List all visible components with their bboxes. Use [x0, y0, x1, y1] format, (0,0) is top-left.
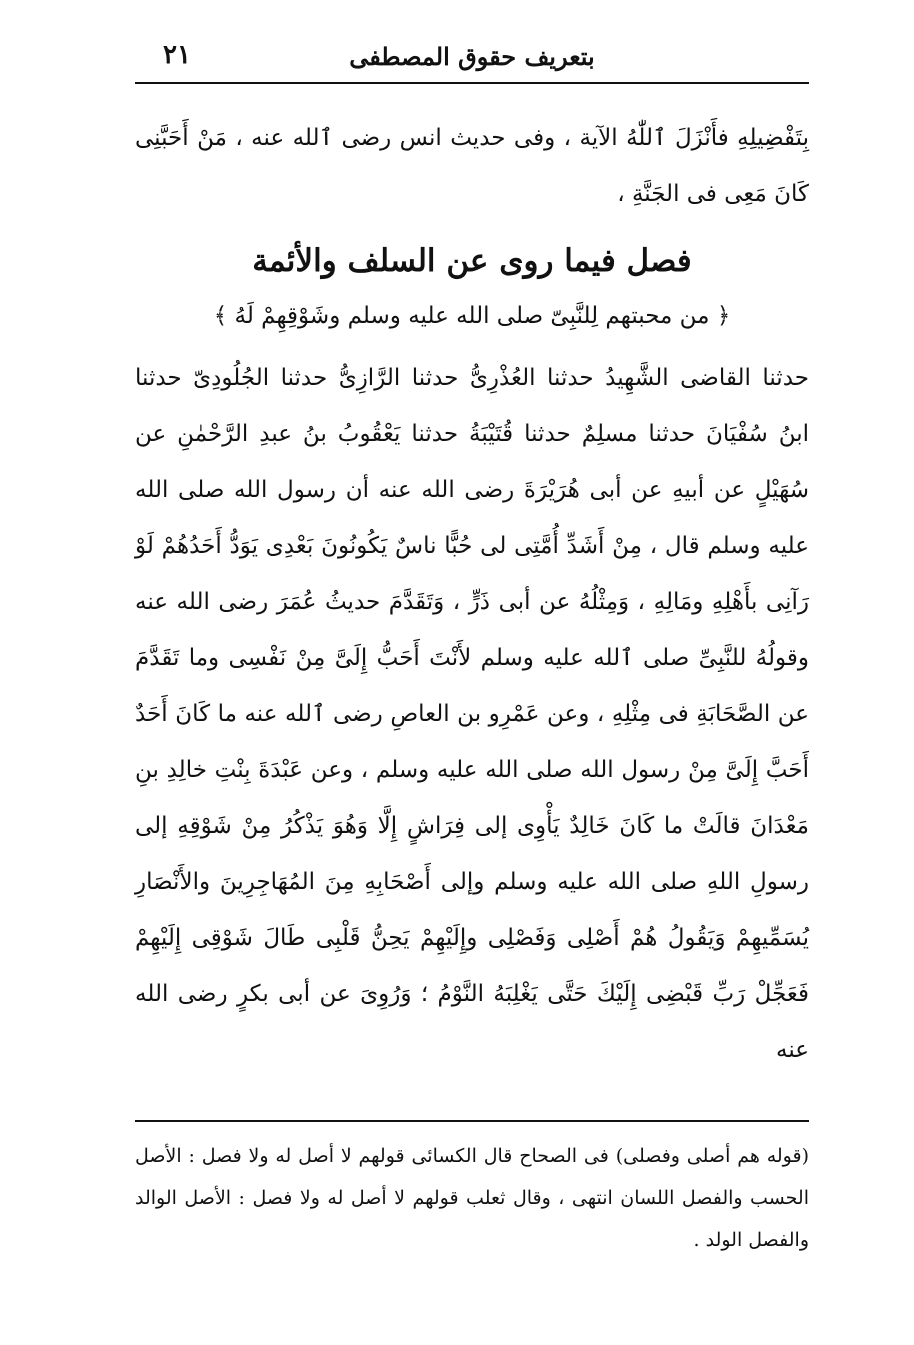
footnote-text: (قوله هم أصلى وفصلى) فى الصحاح قال الكسائى قولهم لا أصل له ولا فصل : الأصل الحسب والفصل اللسان انتهى ، وقال ثعلب قولهم لا أصل له ولا فصل : الأصل الوالد والفصل الولد .: [135, 1145, 809, 1251]
header-rule: [135, 82, 809, 84]
section-title: فصل فيما روى عن السلف والأئمة: [252, 243, 692, 279]
hadith-paragraph: حدثنا القاضى الشَّهِيدُ حدثنا العُذْرِىُّ حدثنا الرَّازِىُّ حدثنا الجُلُودِىّ حدثنا ابنُ سُفْيَانَ حدثنا مسلِمٌ حدثنا قُتَيْبَةُ حدثنا يَعْقُوبُ بنُ عبدِ الرَّحْمٰنِ عن سُهَيْلٍ عن أبيهِ عن أبى هُرَيْرَةَ رضى الله عنه أن رسول الله صلى الله عليه وسلم قال ، مِنْ أَشَدِّ أُمَّتِى لى حُبًّا ناسٌ يَكُونُونَ بَعْدِى يَوَدُّ أَحَدُهُمْ لَوْ رَآنِى بأَهْلِهِ ومَالِهِ ، وَمِثْلُهُ عن أبى ذَرٍّ ، وَتَقَدَّمَ حديثُ عُمَرَ رضى الله عنه وقولُهُ للنَّبِىِّ صلى ٱلله عليه وسلم لأَنْتَ أَحَبُّ إِلَىَّ مِنْ نَفْسِى وما تَقَدَّمَ عن الصَّحَابَةِ فى مِثْلِهِ ، وعن عَمْرِو بن العاصِ رضى ٱلله عنه ما كَانَ أَحَدٌ أَحَبَّ إِلَىَّ مِنْ رسول الله صلى الله عليه وسلم ، وعن عَبْدَةَ بِنْتِ خالِدِ بنِ مَعْدَانَ قالَتْ ما كَانَ خَالِدٌ يَأْوِى إلى فِرَاشٍ إِلَّا وَهُوَ يَذْكُرُ مِنْ شَوْقِهِ إلى رسولِ اللهِ صلى الله عليه وسلم وإلى أَصْحَابِهِ مِنَ المُهَاجِرِينَ والأَنْصَارِ يُسَمِّيهِمْ وَيَقُولُ هُمْ أَصْلِى وَفَصْلِى وإِلَيْهِمْ يَحِنُّ قَلْبِى طَالَ شَوْقِى إِلَيْهِمْ فَعَجِّلْ رَبِّ قَبْضِى إِلَيْكَ حَتَّى يَغْلِبَهُ النَّوْمُ ؛ وَرُوِىَ عن أبى بكرٍ رضى الله عنه: [135, 365, 810, 1063]
footnote-rule: [135, 1120, 809, 1122]
intro-paragraph: بِتَفْضِيلِهِ فأَنْزَلَ ٱللّٰهُ الآية ، وفى حديث انس رضى ٱلله عنه ، مَنْ أَحَبَّنِى كَانَ مَعِى فى الجَنَّةِ ،: [135, 125, 809, 207]
page-header: [135, 38, 809, 78]
main-text: [135, 110, 809, 1078]
running-title: بتعريف حقوق المصطفى: [349, 42, 595, 71]
footnote: [135, 1135, 809, 1261]
section-subtitle: ﴿ من محبتهم لِلنَّبِىّ صلى الله عليه وسلم وشَوْقِهِمْ لَهُ ﴾: [213, 303, 731, 329]
page-number: ٢١: [163, 40, 191, 70]
